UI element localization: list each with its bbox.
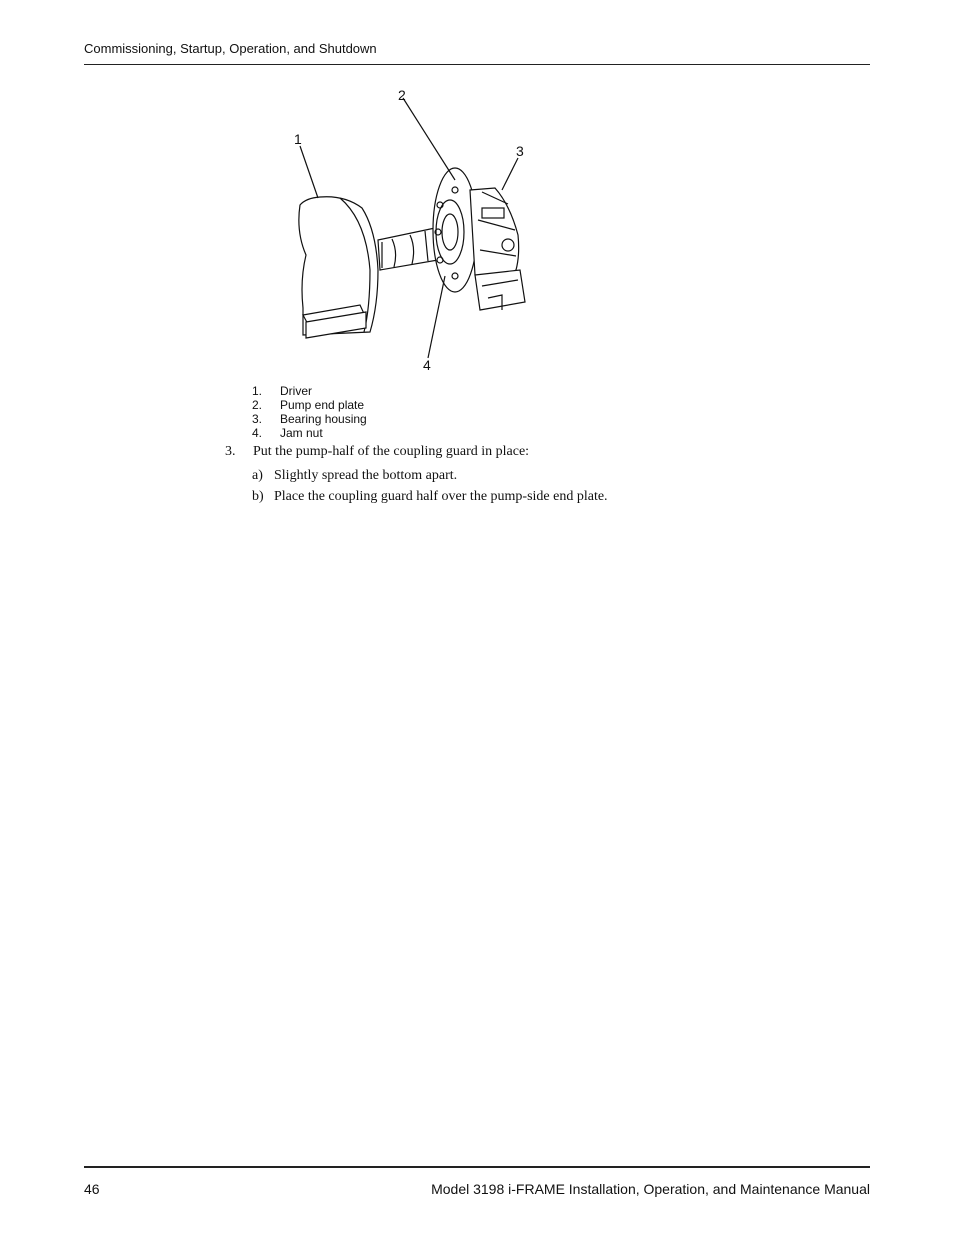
substep-text: Place the coupling guard half over the pump-side end plate. [274,489,608,504]
legend-number: 2. [252,398,263,412]
bearing-housing-shape [470,188,519,278]
manual-title: Model 3198 i-FRAME Installation, Operation, and Maintenance Manual [431,1181,870,1197]
legend-number: 3. [252,412,263,426]
legend-label: Pump end plate [280,398,365,412]
substep-label: a) [252,468,263,483]
footer-rule [84,1166,870,1168]
legend-number: 4. [252,426,263,440]
running-header: Commissioning, Startup, Operation, and Shutdown [84,41,377,56]
figure-legend [252,384,367,440]
legend-number: 1. [252,384,263,398]
substep-a [252,468,457,484]
legend-item [252,426,367,440]
pump-assembly-figure [270,80,560,380]
substep-text: Slightly spread the bottom apart. [274,468,458,483]
page-number: 46 [84,1181,100,1197]
step-3 [225,444,529,460]
legend-label: Driver [280,384,312,398]
step-text: Put the pump-half of the coupling guard in place: [253,444,530,459]
legend-item [252,412,367,426]
callout-4: 4 [423,357,431,373]
callout-2: 2 [398,87,406,103]
header-rule [84,64,870,65]
substep-b [252,489,608,505]
legend-label: Jam nut [280,426,323,440]
legend-item [252,398,367,412]
legend-item [252,384,367,398]
substep-label: b) [252,489,264,504]
pump-drawing [270,80,560,380]
legend-label: Bearing housing [280,412,367,426]
step-number: 3. [225,444,236,459]
callout-1: 1 [294,131,302,147]
callout-3: 3 [516,143,524,159]
